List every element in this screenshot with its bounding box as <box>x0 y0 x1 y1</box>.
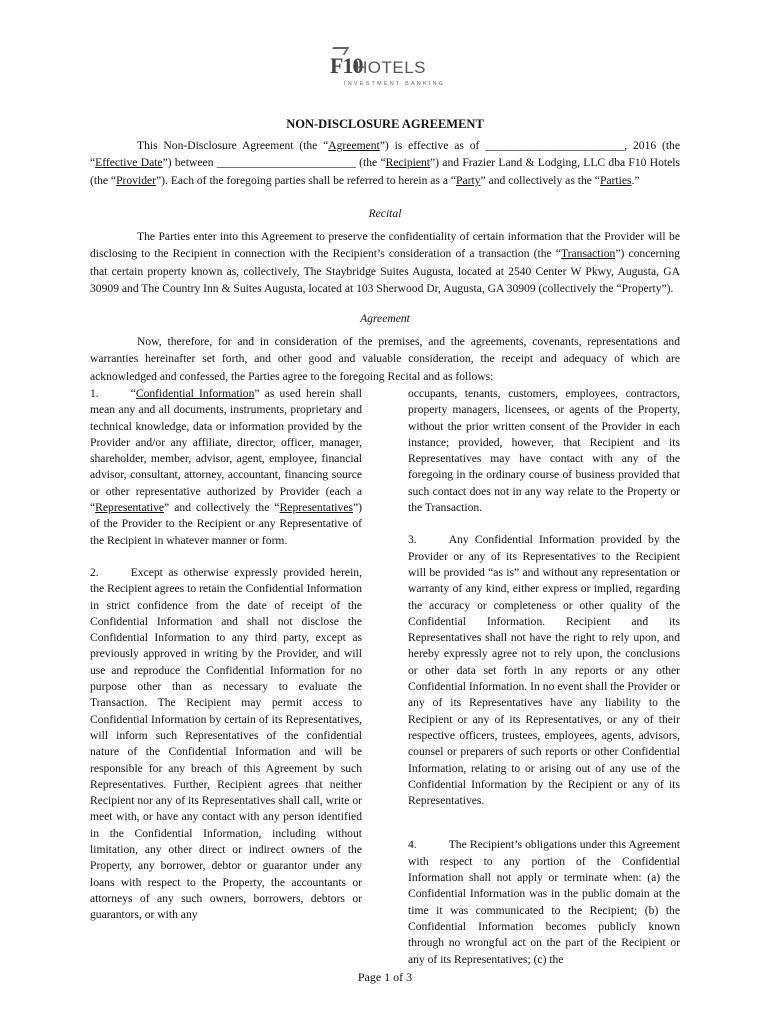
defined-term-recipient: Recipient <box>385 156 431 170</box>
page-footer: Page 1 of 3 <box>357 970 413 984</box>
section-number: 1. <box>90 387 99 400</box>
logo-mark-text: F10 <box>330 53 363 78</box>
agreement-heading: Agreement <box>360 312 410 325</box>
section-2: 2. Except as otherwise expressly provided herein, the Recipient agrees to retain the Confidential Information in strict confidence from the date of receipt of the Confidential Information and shall not disclose the Confidential Information to any third party, except as previously approved in writing by the Provider, and will use and reproduce the Confidential Information for no purpose other than as necessary to evaluate the Transaction. The Recipient may permit access to Confidential Information by certain of its Representatives, will inform such Representatives of the confidential nature of the Confidential Information and will be responsible for any breach of this Agreement by such Representatives. Further, Recipient agrees that neither Recipient nor any of its Representatives shall call, write or meet with, or have any contact with any person identified in the Confidential Information, including without limitation, any other direct or indirect owners of the Property, any borrower, debtor or guarantor under any loans with respect to the Property, the accountants or attorneys of any such owners, borrowers, debtors or guarantors, or with any <box>90 565 362 922</box>
defined-term-confidential-information: Confidential Information <box>135 387 255 400</box>
logo-word: HOTELS <box>355 58 427 77</box>
defined-term-provider: Provider <box>116 173 157 187</box>
section-3: 3. Any Confidential Information provided by the Provider or any of its Representatives to the Recipient will be provided “as is” and without any representation or warranty of any kind, either express or implied, regarding the accuracy or completeness or other quality of the Confidential Information. Recipient and its Representatives shall not have the right to rely upon, and hereby expressly agree not to rely upon, the conclusions or other data set forth in any reports or any other Confidential Information. In no event shall the Provider or any of its Representatives have any liability to the Recipient or any of its Representatives, or any of their respective officers, trustees, employees, agents, advisors, counsel or preparers of such reports or other Confidential Information, relating to or arising out of any use of the Confidential Information by the Recipient or any of its Representatives. <box>408 533 680 808</box>
section-number: 3. <box>408 533 417 547</box>
left-column <box>90 386 362 940</box>
defined-term-transaction: Transaction <box>560 247 616 261</box>
defined-term-representative: Representative <box>95 501 165 515</box>
defined-term-party: Party <box>456 173 481 187</box>
defined-term-parties: Parties <box>599 173 632 187</box>
section-1: 1. “Confidential Information” as used herein shall mean any and all documents, instruments, proprietary and technical knowledge, data or information provided by the Provider and/or any affiliate, director, officer, manager, shareholder, member, advisor, agent, employee, financial advisor, consultant, attorney, accountant, financing source or other representative authorized by Provider (each a “Representative” and collectively the “Representatives”) of the Provider to the Recipient or any Representative of the Recipient in whatever manner or form. <box>90 387 363 547</box>
intro-paragraph: This Non-Disclosure Agreement (the “Agreement”) is effective as of ________________________, 2016 (the “Effective Date”) between ________________________ (the “Recipient”) and Frazier Land & Lodging, LLC dba F10 Hotels (the “Provider”). Each of the foregoing parties shall be referred to herein as a “Party” and collectively as the “Parties.” <box>90 139 680 187</box>
section-number: 2. <box>90 565 99 579</box>
defined-term-effective-date: Effective Date <box>95 156 163 170</box>
company-logo <box>330 53 450 93</box>
section-4: 4. The Recipient’s obligations under this Agreement with respect to any portion of the Confidential Information shall not apply or terminate when: (a) the Confidential Information was in the public domain at the time it was communicated to the Recipient; (b) the Confidential Information becomes publicly known through no wrongful act on the part of the Recipient or any of its Representatives; (c) the <box>408 838 680 966</box>
right-column <box>408 386 680 984</box>
defined-term-representatives: Representatives <box>279 501 353 515</box>
defined-term-agreement: Agreement <box>328 139 380 152</box>
agreement-paragraph: Now, therefore, for and in consideration of the premises, and the agreements, covenants, representations and warranties hereinafter set forth, and other good and valuable consideration, the receipt and adequacy of which are acknowledged and confessed, the Parties agree to the foregoing Recital and as follows: <box>90 335 680 383</box>
document-title: NON-DISCLOSURE AGREEMENT <box>286 117 484 131</box>
logo-subtitle: INVESTMENT BANKING <box>344 81 446 87</box>
section-2-continued: occupants, tenants, customers, employees, contractors, property managers, licensees, or agents of the Property, without the prior written consent of the Provider in each instance; provided, however, that Recipient and its Representatives may have contact with any of the foregoing in the ordinary course of business provided that such contact does not in any way relate to the Property or the Transaction. <box>408 387 680 515</box>
section-number: 4. <box>408 838 417 852</box>
recital-paragraph: The Parties enter into this Agreement to preserve the confidentiality of certain information that the Provider will be disclosing to the Recipient in connection with the Recipient’s consideration of a transaction (the “Transaction”) concerning that certain property known as, collectively, The Staybridge Suites Augusta, located at 2540 Center W Pkwy, Augusta, GA 30909 and The Country Inn & Suites Augusta, located at 103 Sherwood Dr, Augusta, GA 30909 (collectively the “Property”). <box>90 230 680 295</box>
recital-heading: Recital <box>368 207 402 220</box>
